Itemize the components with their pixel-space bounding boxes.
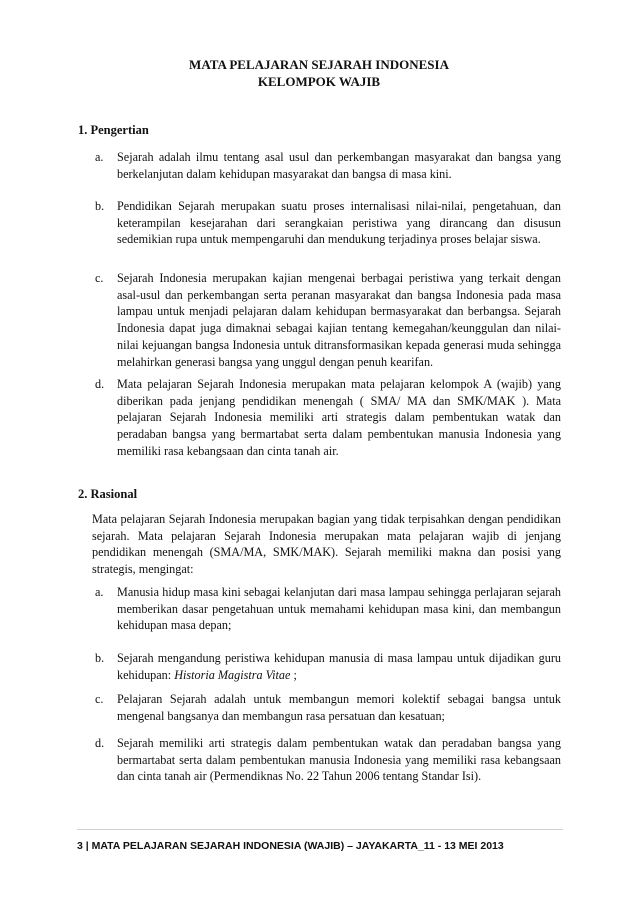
list-text: Pendidikan Sejarah merupakan suatu proses internalisasi nilai-nilai, pengetahuan, dan keterampilan kesejarahan dari serangkaian peristiwa yang dirancang dan disusun sedemikian rupa untuk mempengaruhi dan mendukung terjadinya proses belajar siswa.: [117, 199, 561, 247]
list-text: Sejarah Indonesia merupakan kajian mengenai berbagai peristiwa yang terkait dengan asal-usul dan perkembangan serta peranan masyarakat dan bangsa Indonesia pada masa lampau untuk menjadi pelajaran dalam kehidupan bermasyarakat dan berbangsa. Sejarah Indonesia dapat juga dimaknai sebagai kajian tentang kemegahan/keunggulan dan nilai-nilai kejuangan bangsa Indonesia untuk ditransformasikan kepada generasi muda sehingga melahirkan generasi bangsa yang unggul dengan penuh kearifan.: [117, 271, 561, 369]
list-item: [95, 735, 561, 785]
list-item: [95, 270, 561, 370]
list-item: [95, 376, 561, 460]
list-label: c.: [95, 271, 104, 285]
list-item: [95, 691, 561, 724]
list-item: [95, 584, 561, 634]
list-label: a.: [95, 150, 104, 164]
list-label: b.: [95, 651, 105, 665]
list-item: [95, 650, 561, 683]
section-title: . Rasional: [84, 487, 138, 501]
list-label: d.: [95, 736, 105, 750]
latin-phrase: Historia Magistra Vitae: [174, 667, 291, 682]
list-text: Manusia hidup masa kini sebagai kelanjutan dari masa lampau sehingga perlajaran sejarah memberikan dasar pengetahuan untuk memahami kehidupan masa kini, dan membangun kehidupan masa depan;: [117, 585, 561, 633]
document-title: MATA PELAJARAN SEJARAH INDONESIA: [189, 57, 449, 72]
list-text: Sejarah mengandung peristiwa kehidupan manusia di masa lampau untuk dijadikan guru kehidupan:: [117, 651, 561, 682]
list-label: c.: [95, 692, 104, 706]
section-heading-rasional: [78, 486, 137, 502]
section-heading-pengertian: 1. Pengertian: [78, 123, 149, 137]
list-item: [95, 198, 561, 248]
list-item: [95, 149, 561, 182]
footer-divider: [77, 829, 563, 830]
list-text: Sejarah memiliki arti strategis dalam pembentukan watak dan peradaban bangsa yang bermartabat serta dalam pembentukan manusia Indonesia yang memiliki rasa kebangsaan dan cinta tanah air (Permendiknas No. 22 Tahun 2006 tentang Standar Isi).: [117, 736, 561, 784]
list-text: Mata pelajaran Sejarah Indonesia merupakan mata pelajaran kelompok A (wajib) yang diberikan pada jenjang pendidikan menengah ( SMA/ MA dan SMK/MAK ). Mata pelajaran Sejarah Indonesia memiliki arti strategis dalam pembentukan watak dan peradaban bangsa yang bermartabat serta dalam pembentukan manusia Indonesia yang memiliki rasa kebangsaan dan cinta tanah air.: [117, 377, 561, 458]
list-label: b.: [95, 199, 105, 213]
list-label: a.: [95, 585, 104, 599]
document-subtitle: KELOMPOK WAJIB: [257, 74, 381, 89]
list-text: Pelajaran Sejarah adalah untuk membangun memori kolektif sebagai bangsa untuk mengenal bangsanya dan membangun rasa persatuan dan kesatuan;: [117, 692, 561, 723]
section-number: 2: [78, 487, 85, 501]
page-footer: 3 | MATA PELAJARAN SEJARAH INDONESIA (WAJIB) – JAYAKARTA_11 - 13 MEI 2013: [77, 840, 504, 852]
list-label: d.: [95, 377, 105, 391]
section-intro: Mata pelajaran Sejarah Indonesia merupakan bagian yang tidak terpisahkan dengan pendidikan sejarah. Mata pelajaran Sejarah Indonesia merupakan mata pelajaran wajib di jenjang pendidikan menengah (SMA/MA, SMK/MAK). Sejarah memiliki makna dan posisi yang strategis, mengingat:: [92, 512, 561, 577]
list-text: Sejarah adalah ilmu tentang asal usul dan perkembangan masyarakat dan bangsa yang berkelanjutan dalam kehidupan masyarakat dan bangsa di masa kini.: [117, 150, 561, 181]
list-text-end: ;: [290, 667, 297, 682]
